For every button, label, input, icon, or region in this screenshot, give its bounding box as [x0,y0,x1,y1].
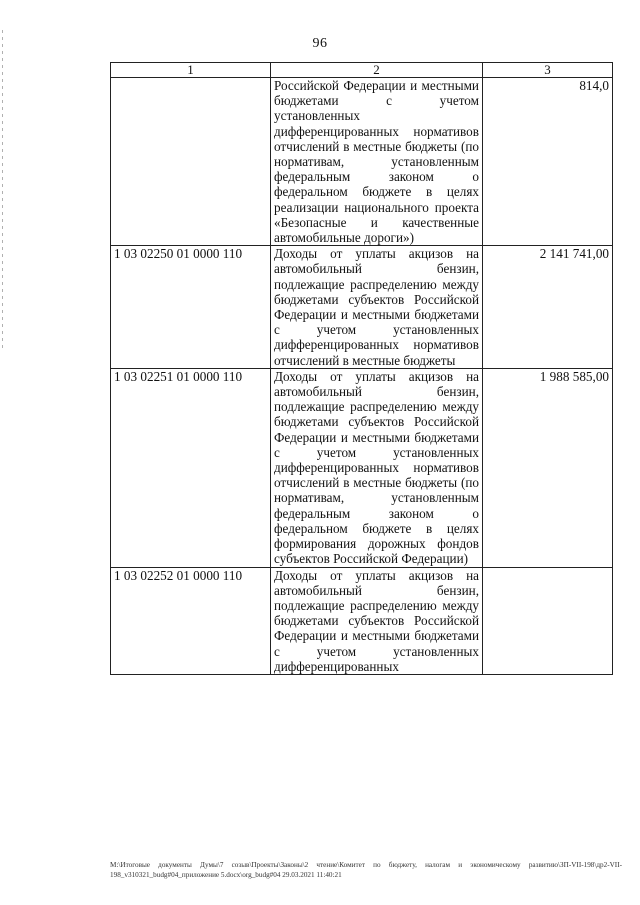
revenue-amount: 814,0 [483,78,613,246]
budget-revenue-table [110,62,613,675]
table-header-row [111,63,613,78]
document-file-path-footer: М:\Итоговые документы Думы\7 созыв\Проекты\Законы\2 чтение\Комитет по бюджету, налогам и экономическому развитию\ЗП-VII-198\др2-VII-198_v310321_budg#04_приложение 5.docx\org_budg#04 29.03.2021 11:40:21 [110,861,622,879]
budget-classification-code: 1 03 02252 01 0000 110 [111,567,271,674]
page-number: 96 [312,36,328,51]
table-row [111,78,613,246]
revenue-amount: 1 988 585,00 [483,368,613,567]
revenue-description: Российской Федерации и местными бюджетами с учетом установленных дифференцированных нормативов отчислений в местные бюджеты (по нормативам, установленным федеральным законом о федеральном бюджете в целях реализации национального проекта «Безопасные и качественные автомобильные дороги») [271,78,483,246]
column-header-1: 1 [111,63,271,78]
table-row [111,368,613,567]
budget-classification-code [111,78,271,246]
table-row [111,246,613,369]
column-header-2: 2 [271,63,483,78]
revenue-description: Доходы от уплаты акцизов на автомобильный бензин, подлежащие распределению между бюджетами субъектов Российской Федерации и местными бюджетами с учетом установленных дифференцированных нормативов отчислений в местные бюджеты [271,246,483,369]
revenue-description: Доходы от уплаты акцизов на автомобильный бензин, подлежащие распределению между бюджетами субъектов Российской Федерации и местными бюджетами с учетом установленных дифференцированных [271,567,483,674]
column-header-3: 3 [483,63,613,78]
budget-classification-code: 1 03 02250 01 0000 110 [111,246,271,369]
revenue-amount [483,567,613,674]
budget-classification-code: 1 03 02251 01 0000 110 [111,368,271,567]
revenue-description: Доходы от уплаты акцизов на автомобильный бензин, подлежащие распределению между бюджетами субъектов Российской Федерации и местными бюджетами с учетом установленных дифференцированных нормативов отчислений в местные бюджеты (по нормативам, установленным федеральным законом о федеральном бюджете в целях формирования дорожных фондов субъектов Российской Федерации) [271,368,483,567]
table-row [111,567,613,674]
scan-edge-mark [2,30,3,350]
revenue-amount: 2 141 741,00 [483,246,613,369]
